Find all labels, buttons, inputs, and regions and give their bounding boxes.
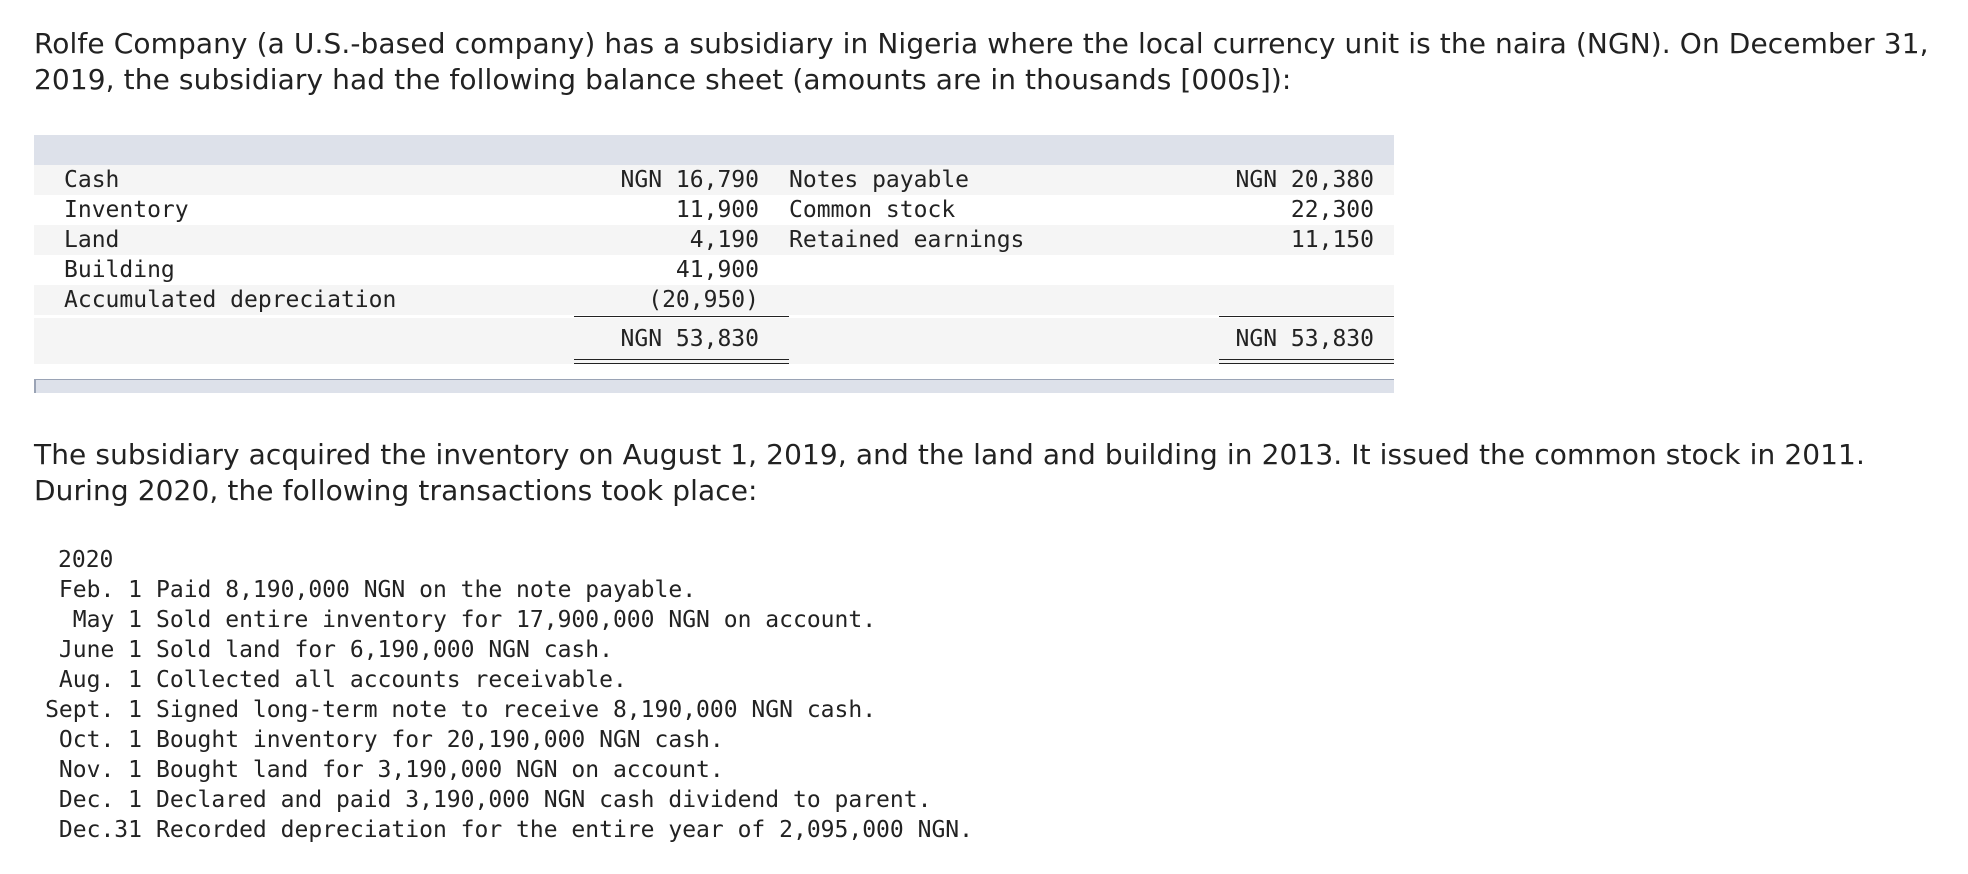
transaction-date: Nov. 1 xyxy=(58,757,142,783)
asset-label: Building xyxy=(64,257,175,283)
asset-amount: (20,950) xyxy=(648,287,759,313)
transaction-description: Collected all accounts receivable. xyxy=(156,667,627,693)
liability-label: Common stock xyxy=(789,197,956,223)
list-item xyxy=(34,635,973,665)
asset-label: Inventory xyxy=(64,197,189,223)
list-item xyxy=(34,695,973,725)
transaction-description: Declared and paid 3,190,000 NGN cash dividend to parent. xyxy=(156,787,932,813)
total-double-rule-left xyxy=(574,359,789,364)
list-item xyxy=(34,665,973,695)
balance-sheet-row xyxy=(34,225,1394,255)
transactions-list xyxy=(34,545,973,845)
total-assets: NGN 53,830 xyxy=(620,326,759,352)
transactions-year xyxy=(34,545,973,575)
transactions-intro-paragraph: The subsidiary acquired the inventory on August 1, 2019, and the land and building in 2013. It issued the common stock in 2011. During 2020, the following transactions took place: xyxy=(34,438,1865,507)
liability-amount: 11,150 xyxy=(1290,227,1374,253)
list-item xyxy=(34,785,973,815)
subtotal-rule-left xyxy=(574,316,789,317)
balance-sheet-header-bar xyxy=(34,135,1394,165)
balance-sheet-footer-bar xyxy=(34,379,1394,393)
transaction-date: Feb. 1 xyxy=(58,577,142,603)
asset-label: Accumulated depreciation xyxy=(64,287,397,313)
liability-amount: NGN 20,380 xyxy=(1235,167,1374,193)
list-item xyxy=(34,815,973,845)
transaction-description: Recorded depreciation for the entire year of 2,095,000 NGN. xyxy=(156,817,973,843)
transaction-date: Oct. 1 xyxy=(58,727,142,753)
transaction-description: Sold land for 6,190,000 NGN cash. xyxy=(156,637,613,663)
liability-amount: 22,300 xyxy=(1290,197,1374,223)
total-double-rule-right xyxy=(1219,359,1394,364)
balance-sheet-total-row xyxy=(34,318,1394,364)
asset-label: Land xyxy=(64,227,120,253)
list-item xyxy=(34,725,973,755)
asset-amount: 4,190 xyxy=(689,227,759,253)
asset-amount: NGN 16,790 xyxy=(620,167,759,193)
asset-amount: 11,900 xyxy=(675,197,759,223)
transaction-description: Signed long-term note to receive 8,190,000 NGN cash. xyxy=(156,697,877,723)
transaction-description: Sold entire inventory for 17,900,000 NGN on account. xyxy=(156,607,877,633)
balance-sheet-row xyxy=(34,195,1394,225)
balance-sheet xyxy=(34,135,1394,393)
transaction-date: Dec. 1 xyxy=(58,787,142,813)
total-liabilities-equity: NGN 53,830 xyxy=(1235,326,1374,352)
list-item xyxy=(34,575,973,605)
liability-label: Notes payable xyxy=(789,167,970,193)
transaction-date: Dec.31 xyxy=(58,817,142,843)
balance-sheet-row xyxy=(34,285,1394,315)
transaction-description: Paid 8,190,000 NGN on the note payable. xyxy=(156,577,697,603)
transaction-description: Bought land for 3,190,000 NGN on account. xyxy=(156,757,724,783)
balance-sheet-row xyxy=(34,255,1394,285)
list-item xyxy=(34,755,973,785)
asset-label: Cash xyxy=(64,167,120,193)
transaction-description: Bought inventory for 20,190,000 NGN cash. xyxy=(156,727,724,753)
transaction-date: Sept. 1 xyxy=(45,697,142,723)
asset-amount: 41,900 xyxy=(675,257,759,283)
list-item xyxy=(34,605,973,635)
transaction-date: Aug. 1 xyxy=(58,667,142,693)
transaction-date: May 1 xyxy=(72,607,142,633)
year-label: 2020 xyxy=(58,547,114,573)
subtotal-rule-right xyxy=(1219,316,1394,317)
transaction-date: June 1 xyxy=(58,637,142,663)
liability-label: Retained earnings xyxy=(789,227,1025,253)
intro-paragraph: Rolfe Company (a U.S.-based company) has a subsidiary in Nigeria where the local currency unit is the naira (NGN). On December 31, 2019, the subsidiary had the following balance sheet (amounts are in thousands [000s]): xyxy=(34,27,1929,96)
balance-sheet-row xyxy=(34,165,1394,195)
